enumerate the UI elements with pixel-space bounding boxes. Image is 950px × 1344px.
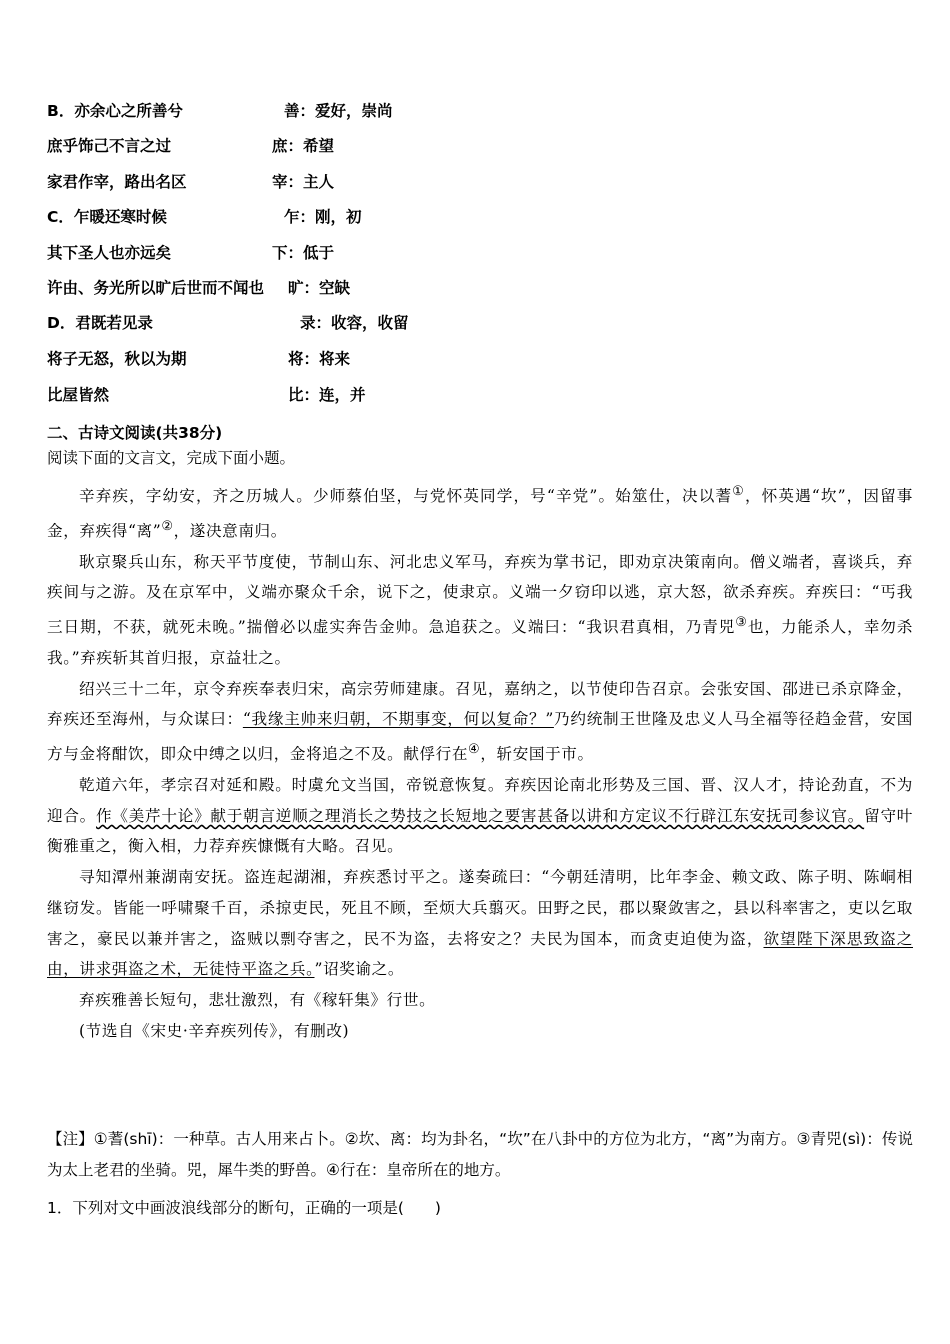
- paragraph: 耿京聚兵山东，称天平节度使，节制山东、河北忠义军马，弃疾为掌书记，即劝京决策南向。僧义端者，喜谈兵，弃疾间与之游。及在京军中，义端亦聚众千余，说下之，使隶京。义端一夕窃印以逃，京大怒，欲杀弃疾。弃疾曰：“丐我三日期，不获，就死未晚。”揣僧必以虚实奔告金帅。急追获之。义端曰：“我识君真相，乃青兕③也，力能杀人，幸勿杀我。”弃疾斩其首归报，京益壮之。: [47, 552, 913, 668]
- footnote-block: 【注】①蓍(shī)：一种草。古人用来占卜。②坎、离：均为卦名，“坎”在八卦中的方位为北方，“离”为南方。③青兕(sì)：传说为太上老君的坐骑。兕，犀牛类的野兽。④行在：皇帝所在的地方。: [47, 1130, 913, 1179]
- option-gloss: 旷：空缺: [288, 279, 351, 297]
- underlined-sentence: “我缘主帅来归朝，不期事变，何以复命？”: [242, 710, 554, 729]
- underlined-sentence: 欲望陛下深思致盗之由，讲求弭盗之术，无徒恃平盗之兵。: [47, 929, 913, 979]
- option-sentence: 比屋皆然: [47, 386, 110, 404]
- footnote-mark: ②: [161, 518, 174, 534]
- option-sentence: 庶乎饰己不言之过: [47, 137, 172, 155]
- footnote-mark: ③: [735, 615, 748, 631]
- option-sentence: C．乍暖还寒时候: [47, 208, 167, 226]
- paragraph: 乾道六年，孝宗召对延和殿。时虞允文当国，帝锐意恢复。弃疾因论南北形势及三国、晋、汉人才，持论劲直，不为迎合。作《美芹十论》献于朝言逆顺之理消长之势技之长短地之要害甚备以讲和方定议不行辟江东安抚司参议官。留守叶衡雅重之，衡入相，力荐弃疾慷慨有大略。召见。: [47, 776, 913, 856]
- option-sentence: 许由、务光所以旷后世而不闻也: [47, 279, 265, 297]
- option-gloss: 比：连，并: [288, 386, 366, 404]
- option-sentence: 家君作宰，路出名区: [47, 173, 187, 191]
- source-citation: (节选自《宋史·辛弃疾列传》，有删改): [79, 1021, 350, 1040]
- question-1: 1．下列对文中画波浪线部分的断句，正确的一项是( ): [47, 1199, 441, 1217]
- option-gloss: 乍：刚，初: [284, 208, 362, 226]
- paragraph: 辛弃疾，字幼安，齐之历城人。少师蔡伯坚，与党怀英同学，号“辛党”。始筮仕，决以蓍①，怀英遇“坎”，因留事金，弃疾得“离”②，遂决意南归。: [47, 484, 913, 541]
- option-gloss: 下：低于: [272, 244, 335, 262]
- option-gloss: 庶：希望: [272, 137, 335, 155]
- option-gloss: 宰：主人: [272, 173, 335, 191]
- classical-passage: [47, 477, 913, 1046]
- option-gloss: 录：收容，收留: [300, 314, 409, 332]
- paragraph: 寻知潭州兼湖南安抚。盗连起湖湘，弃疾悉讨平之。遂奏疏曰：“今朝廷清明，比年李金、赖文政、陈子明、陈峒相继窃发。皆能一呼啸聚千百，杀掠吏民，死且不顾，至烦大兵翦灭。田野之民，郡以聚敛害之，县以科率害之，吏以乞取害之，豪民以兼并害之，盗贼以剽夺害之，民不为盗，去将安之？夫民为国本，而贪吏迫使为盗，欲望陛下深思致盗之由，讲求弭盗之术，无徒恃平盗之兵。”诏奖谕之。: [47, 868, 913, 979]
- section-intro: 阅读下面的文言文，完成下面小题。: [47, 449, 296, 467]
- option-gloss: 将：将来: [288, 350, 351, 368]
- option-sentence: B．亦余心之所善兮: [47, 102, 183, 120]
- option-sentence: D．君既若见录: [47, 314, 153, 332]
- footnote-mark: ④: [468, 742, 481, 758]
- option-sentence: 将子无怒，秋以为期: [47, 350, 187, 368]
- option-sentence: 其下圣人也亦远矣: [47, 244, 172, 262]
- paragraph: 绍兴三十二年，京令弃疾奉表归宋，高宗劳师建康。召见，嘉纳之，以节使印告召京。会张安国、邵进已杀京降金，弃疾还至海州，与众谋曰：“我缘主帅来归朝，不期事变，何以复命？”乃约统制王世隆及忠义人马全福等径趋金营，安国方与金将酣饮，即众中缚之以归，金将追之不及。献俘行在④，斩安国于市。: [47, 679, 913, 764]
- wavy-underlined-sentence: 作《美芹十论》献于朝言逆顺之理消长之势技之长短地之要害甚备以讲和方定议不行辟江东安抚司参议官。: [96, 806, 865, 825]
- section-heading: 二、古诗文阅读(共38分): [47, 424, 223, 442]
- paragraph: 弃疾雅善长短句，悲壮激烈，有《稼轩集》行世。: [79, 991, 436, 1009]
- footnote-mark: ①: [732, 484, 745, 499]
- option-gloss: 善：爱好，崇尚: [284, 102, 393, 120]
